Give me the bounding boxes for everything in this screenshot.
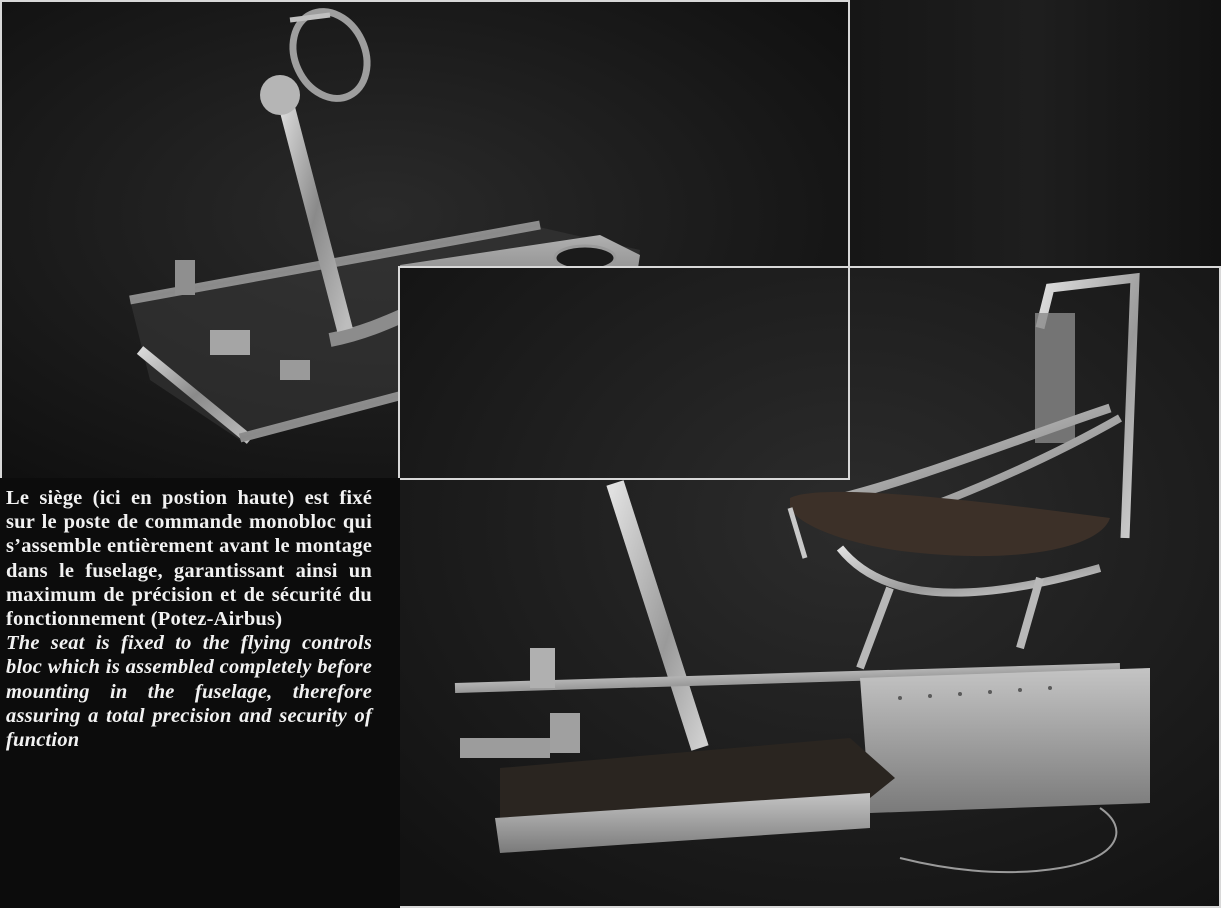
caption-block [0,478,400,908]
caption-french: Le siège (ici en postion haute) est fixé sur le poste de commande monobloc qui s’assemble entièrement avant le montage dans le fuselage, garantissant ainsi un maximum de précision et de sécurité du fonctionnement (Potez-Airbus) [6,487,372,631]
caption-english: The seat is fixed to the flying controls bloc which is assembled completely before mounting in the fuselage, therefore assuring a total precision and security of function [6,632,372,752]
seat-assembly-photo [400,268,1221,908]
dark-backdrop-photo [848,0,1221,268]
